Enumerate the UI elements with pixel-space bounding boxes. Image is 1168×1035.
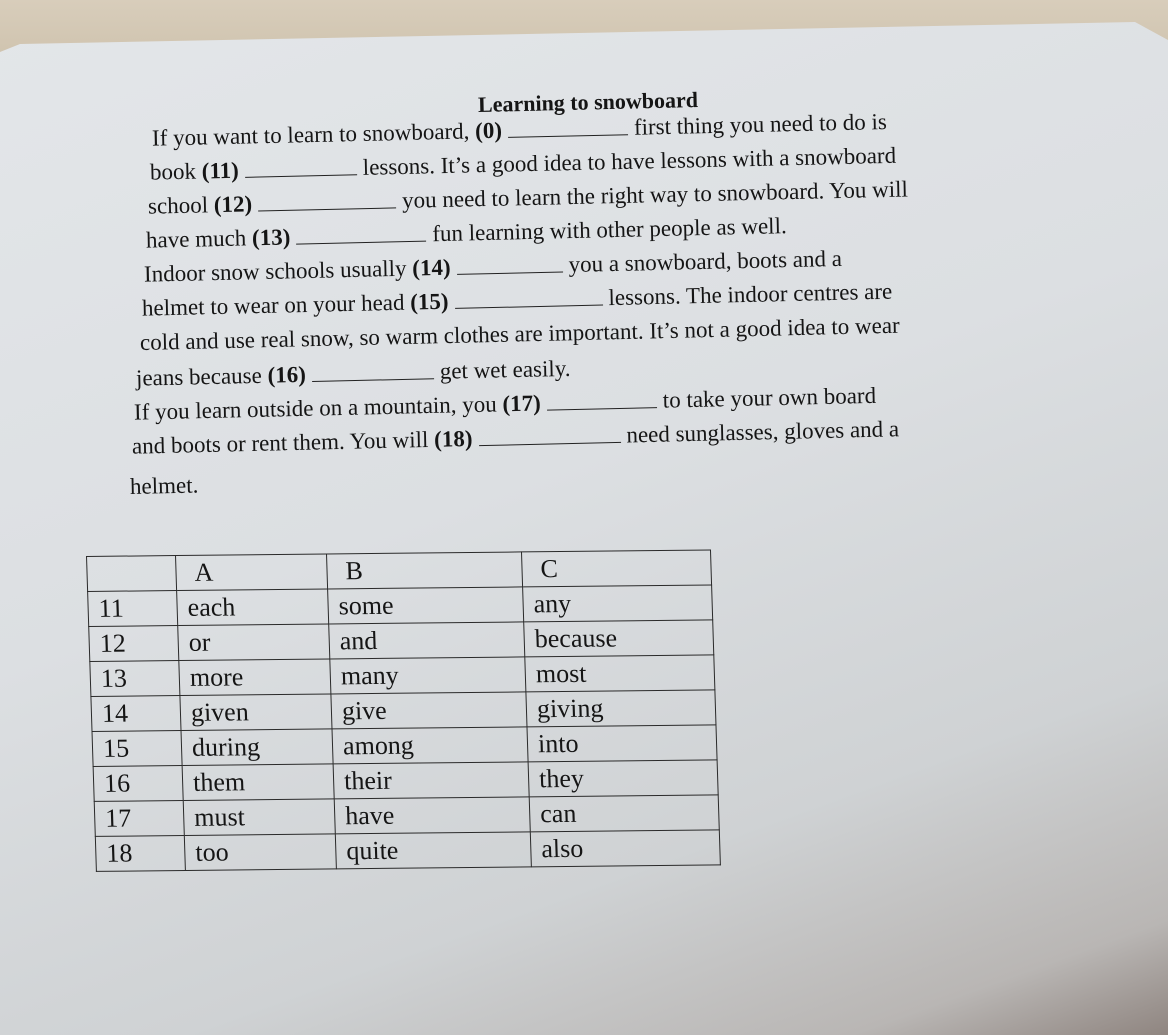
option-c[interactable]: into: [527, 725, 717, 762]
passage-line: If you want to learn to snowboard, (0) first thing you need to do is: [151, 109, 888, 151]
option-b[interactable]: quite: [335, 832, 531, 869]
option-b[interactable]: many: [330, 657, 526, 694]
answer-blank-15[interactable]: [454, 284, 602, 309]
passage-line: If you learn outside on a mountain, you (17) to take your own board: [133, 382, 877, 425]
option-a[interactable]: during: [181, 729, 333, 766]
table-header-cell: C: [521, 550, 711, 587]
option-a[interactable]: too: [184, 834, 336, 871]
option-b[interactable]: among: [332, 727, 528, 764]
question-number: 12: [89, 626, 179, 662]
question-number: 16: [93, 766, 183, 802]
option-c[interactable]: because: [524, 620, 714, 657]
option-a[interactable]: or: [178, 624, 330, 661]
table-header-cell: B: [327, 552, 523, 589]
option-b[interactable]: their: [333, 762, 529, 799]
table-header-cell: [87, 556, 177, 592]
question-number: 15: [92, 731, 182, 767]
answer-blank-16[interactable]: [312, 357, 434, 381]
option-b[interactable]: give: [331, 692, 527, 729]
option-a[interactable]: given: [180, 694, 332, 731]
answer-blank-17[interactable]: [546, 386, 656, 410]
answer-options-table: [86, 549, 721, 871]
passage-line: helmet.: [129, 472, 199, 499]
answer-blank-12[interactable]: [258, 186, 396, 211]
option-c[interactable]: also: [530, 830, 720, 867]
option-b[interactable]: have: [334, 797, 530, 834]
passage-line: Indoor snow schools usually (14) you a snowboard, boots and a: [143, 245, 843, 287]
option-a[interactable]: each: [177, 589, 329, 626]
passage-title: Learning to snowboard: [477, 87, 699, 117]
option-b[interactable]: some: [328, 587, 524, 624]
option-c[interactable]: they: [528, 760, 718, 797]
passage-line: have much (13) fun learning with other people as well.: [145, 213, 787, 253]
passage-line: jeans because (16) get wet easily.: [135, 355, 571, 391]
option-b[interactable]: and: [329, 622, 525, 659]
passage-line: cold and use real snow, so warm clothes are important. It’s not a good idea to wear: [139, 312, 900, 355]
option-c[interactable]: any: [523, 585, 713, 622]
answer-blank-13[interactable]: [296, 220, 426, 245]
question-number: 18: [95, 835, 185, 871]
answer-blank-0[interactable]: [508, 113, 628, 137]
question-number: 11: [88, 591, 178, 627]
option-a[interactable]: them: [182, 764, 334, 801]
passage-line: book (11) lessons. It’s a good idea to have lessons with a snowboard: [149, 142, 897, 185]
option-a[interactable]: more: [179, 659, 331, 696]
answer-blank-14[interactable]: [456, 251, 562, 275]
table-header-cell: A: [176, 554, 328, 591]
table-row: [95, 830, 720, 872]
passage-line: school (12) you need to learn the right way to snowboard. You will: [147, 176, 909, 219]
question-number: 14: [91, 696, 181, 732]
passage-line: and boots or rent them. You will (18) need sunglasses, gloves and a: [131, 416, 900, 459]
question-number: 13: [90, 661, 180, 697]
option-c[interactable]: most: [525, 655, 715, 692]
option-c[interactable]: can: [529, 795, 719, 832]
answer-blank-18[interactable]: [478, 421, 620, 446]
passage-line: helmet to wear on your head (15) lessons. The indoor centres are: [141, 278, 893, 321]
option-c[interactable]: giving: [526, 690, 716, 727]
answer-blank-11[interactable]: [244, 153, 356, 177]
question-number: 17: [94, 800, 184, 836]
option-a[interactable]: must: [183, 799, 335, 836]
